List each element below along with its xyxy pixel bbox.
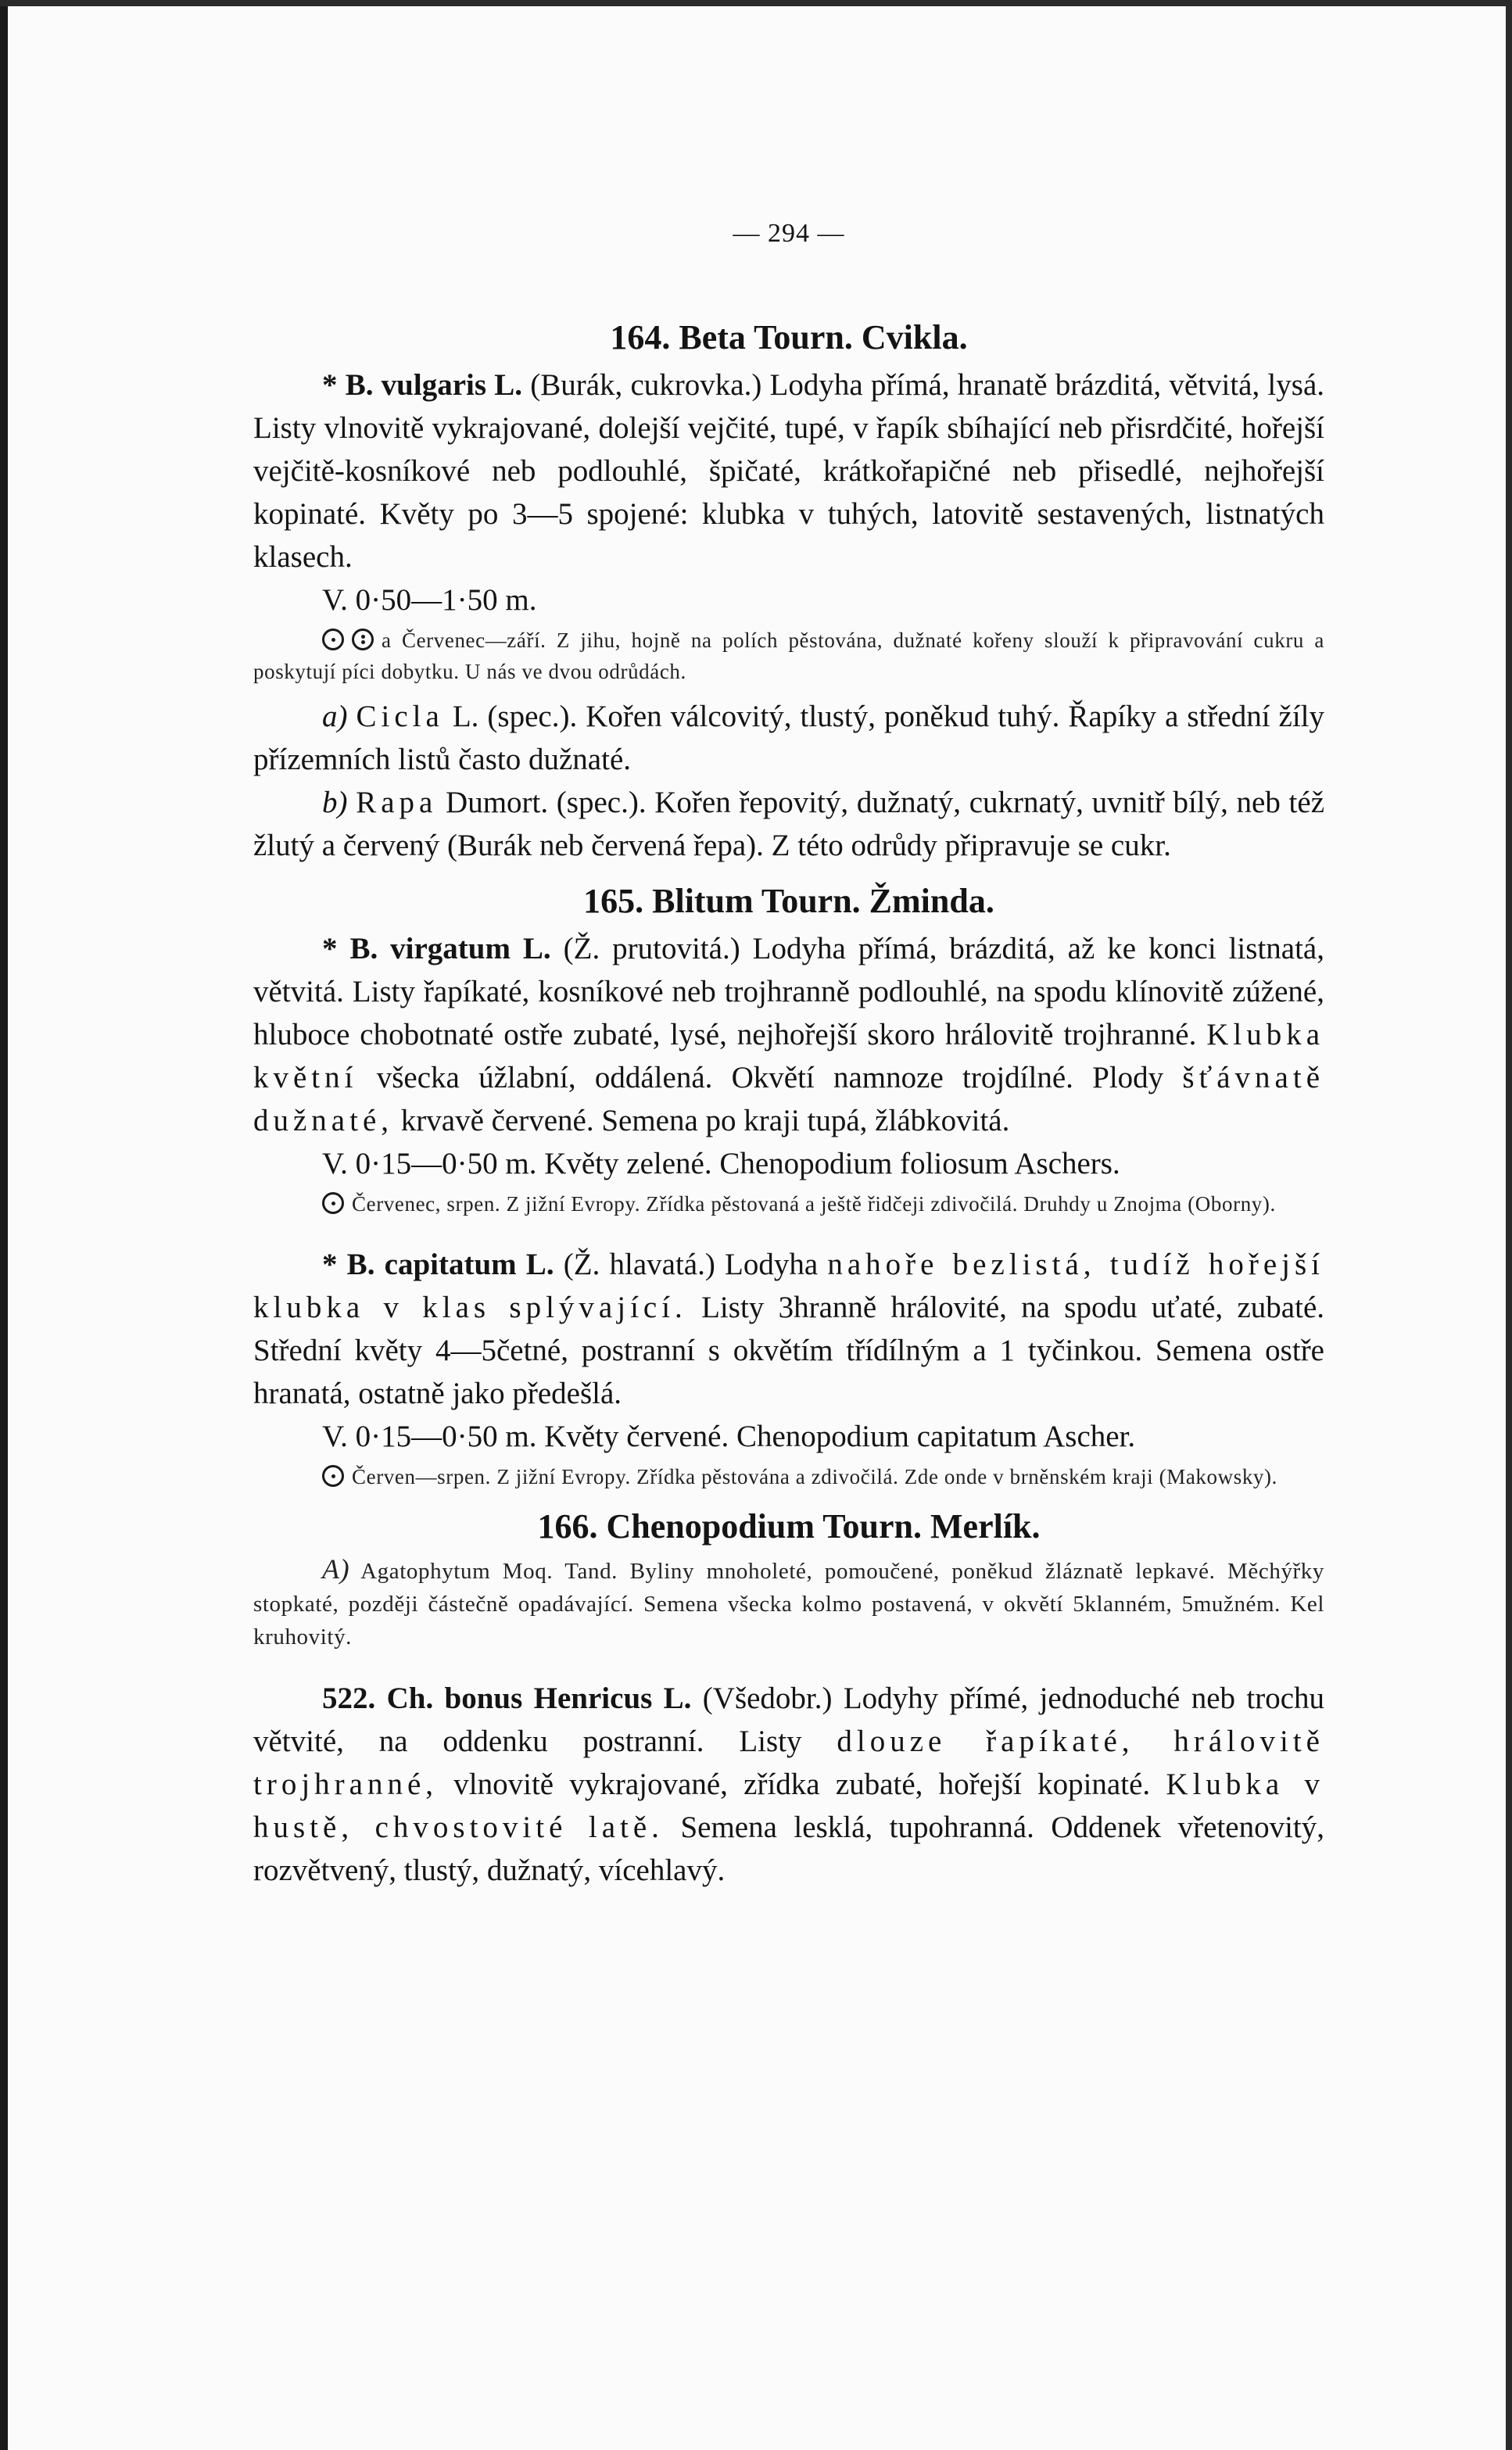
- species-name: 522. Ch. bonus Henricus L.: [322, 1682, 692, 1715]
- variety-name: Cicla: [356, 700, 444, 733]
- species-blitum-capitatum: * B. capitatum L. (Ž. hlavatá.) Lodyha nahoře bezlistá, tudíž hořejší klubka v klas splývající. Listy 3hranně hrálovité, na spodu uťaté, zubaté. Střední květy 4—5četné, postranní s okvětím třídílným a 1 tyčinkou. Semena ostře hranatá, ostatně jako předešlá.: [253, 1248, 1325, 1410]
- section-agatophytum: [253, 1553, 1324, 1653]
- species-note: Červen—srpen. Z jižní Evropy. Zřídka pěstována a zdivočilá. Zde onde v brněnském kraji (Makowsky).: [253, 1461, 1324, 1492]
- variety-rapa: [253, 781, 1324, 867]
- page-content: [253, 219, 1324, 1892]
- page-number: — 294 —: [733, 219, 845, 248]
- genus-heading-blitum: 165. Blitum Tourn. Žminda.: [583, 882, 994, 920]
- section-label: A): [322, 1553, 350, 1585]
- species-name: * B. virgatum L.: [322, 932, 551, 965]
- variety-cicla: [253, 695, 1324, 781]
- annual-symbol-icon: [322, 1192, 344, 1214]
- annual-symbol-icon: [322, 629, 344, 650]
- scan-border-top: [0, 0, 1512, 6]
- species-size: V. 0·50—1·50 m.: [322, 583, 537, 617]
- variety-description: Dumort. (spec.). Kořen řepovitý, dužnatý, cukrnatý, uvnitř bílý, neb též žlutý a červený (Burák neb červená řepa). Z této odrůdy připravuje se cukr.: [253, 786, 1325, 862]
- scan-border-right: [1506, 0, 1512, 2450]
- biennial-symbol-icon: [352, 629, 374, 650]
- annual-symbol-icon: [322, 1465, 344, 1487]
- scan-border-left: [0, 0, 8, 2450]
- species-size: V. 0·15—0·50 m. Květy zelené. Chenopodium foliosum Aschers.: [322, 1147, 1120, 1180]
- species-size: V. 0·15—0·50 m. Květy červené. Chenopodium capitatum Ascher.: [322, 1420, 1136, 1453]
- species-note: Červenec, srpen. Z jižní Evropy. Zřídka pěstovaná a ještě řidčeji zdivočilá. Druhdy u Znojma (Oborny).: [253, 1188, 1324, 1220]
- species-note: a Červenec—září. Z jihu, hojně na polích pěstována, dužnaté kořeny slouží k připravování cukru a poskytují píci dobytku. U nás ve dvou odrůdách.: [253, 629, 1324, 683]
- variety-label: b): [322, 786, 348, 819]
- genus-heading-chenopodium: 166. Chenopodium Tourn. Merlík.: [537, 1507, 1041, 1546]
- species-name: * B. capitatum L.: [322, 1248, 554, 1281]
- species-chenopodium-bonus-henricus: 522. Ch. bonus Henricus L. (Všedobr.) Lodyhy přímé, jednoduché neb trochu větvité, na oddenku postranní. Listy dlouze řapíkaté, hrálovitě trojhranné, vlnovitě vykrajované, zřídka zubaté, hořejší kopinaté. Klubka v hustě, chvostovité latě. Semena lesklá, tupohranná. Oddenek vřetenovitý, rozvětvený, tlustý, dužnatý, vícehlavý.: [253, 1682, 1325, 1887]
- section-description: Agatophytum Moq. Tand. Byliny mnoholeté, pomoučené, poněkud žláznatě lepkavé. Měchýřky stopkaté, později částečně opadávající. Semena všecka kolmo postavená, v okvětí 5klanném, 5mužném. Kel kruhovitý.: [253, 1559, 1325, 1649]
- variety-description: L. (spec.). Kořen válcovitý, tlustý, poněkud tuhý. Řapíky a střední žíly přízemních listů často dužnaté.: [253, 700, 1325, 776]
- variety-label: a): [322, 700, 348, 733]
- variety-name: Rapa: [356, 786, 438, 819]
- species-blitum-virgatum: * B. virgatum L. (Ž. prutovitá.) Lodyha přímá, brázditá, až ke konci listnatá, větvitá. Listy řapíkaté, kosníkové neb trojhranně podlouhlé, na spodu klínovitě zúžené, hluboce chobotnaté ostře zubaté, lysé, nejhořejší skoro hrálovitě trojhranné. Klubka květní všecka úžlabní, oddálená. Okvětí namnoze trojdílné. Plody šťávnatě dužnaté, krvavě červené. Semena po kraji tupá, žlábkovitá.: [253, 932, 1325, 1137]
- species-beta-vulgaris: [253, 364, 1324, 578]
- species-name: * B. vulgaris L.: [322, 368, 523, 402]
- genus-heading-beta: 164. Beta Tourn. Cvikla.: [610, 318, 968, 356]
- species-description: (Burák, cukrovka.) Lodyha přímá, hranatě brázditá, větvitá, lysá. Listy vlnovitě vykrajované, dolejší vejčité, tupé, v řapík sbíhající neb přisrdčité, hořejší vejčitě-kosníkové neb podlouhlé, špičaté, krátkořapičné neb přisedlé, nejhořejší kopinaté. Květy po 3—5 spojené: klubka v tuhých, latovitě sestavených, listnatých klasech.: [253, 368, 1324, 574]
